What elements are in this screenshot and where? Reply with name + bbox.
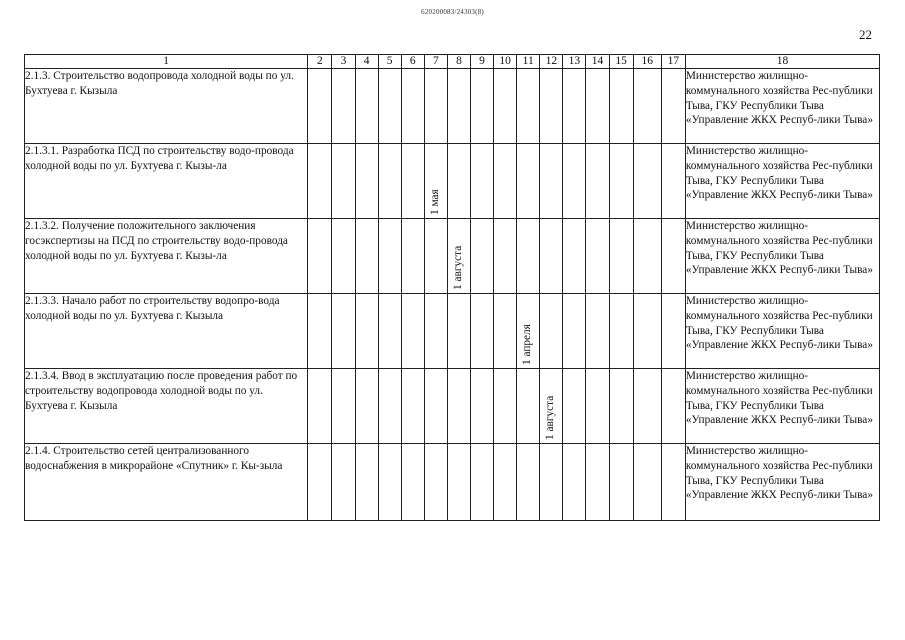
column-header-10: 10 xyxy=(494,55,517,69)
period-cell xyxy=(661,219,685,294)
period-cell xyxy=(661,294,685,369)
column-header-8: 8 xyxy=(447,55,470,69)
responsible-cell: Министерство жилищно-коммунального хозяйства Рес-публики Тыва, ГКУ Республики Тыва «Управление ЖКХ Респуб-лики Тыва» xyxy=(685,369,879,444)
period-cell xyxy=(332,219,355,294)
header-row xyxy=(25,55,880,69)
period-cell xyxy=(378,69,401,144)
period-cell xyxy=(494,369,517,444)
task-cell: 2.1.3.3. Начало работ по строительству водопро-вода холодной воды по ул. Бухтуева г. Кызыла xyxy=(25,294,308,369)
period-cell xyxy=(517,444,540,521)
period-cell xyxy=(355,444,378,521)
period-cell xyxy=(401,144,424,219)
period-cell xyxy=(378,294,401,369)
period-cell xyxy=(401,219,424,294)
period-cell xyxy=(540,219,563,294)
column-header-14: 14 xyxy=(586,55,609,69)
period-cell xyxy=(424,444,447,521)
column-header-2: 2 xyxy=(308,55,332,69)
table-row xyxy=(25,369,880,444)
period-cell xyxy=(540,369,563,444)
responsible-cell: Министерство жилищно-коммунального хозяйства Рес-публики Тыва, ГКУ Республики Тыва «Управление ЖКХ Респуб-лики Тыва» xyxy=(685,219,879,294)
period-cell xyxy=(609,294,633,369)
period-cell xyxy=(494,144,517,219)
period-cell xyxy=(401,444,424,521)
task-cell: 2.1.3.1. Разработка ПСД по строительству водо-провода холодной воды по ул. Бухтуева г. Кызы-ла xyxy=(25,144,308,219)
deadline-mark: 1 мая xyxy=(428,189,441,215)
document-code: 620200083/24303(8) xyxy=(421,8,484,16)
period-cell xyxy=(494,444,517,521)
period-cell xyxy=(609,144,633,219)
table-row xyxy=(25,144,880,219)
period-cell xyxy=(540,444,563,521)
period-cell xyxy=(540,69,563,144)
period-cell xyxy=(378,219,401,294)
period-cell xyxy=(586,444,609,521)
column-header-11: 11 xyxy=(517,55,540,69)
period-cell xyxy=(447,369,470,444)
task-cell: 2.1.3.4. Ввод в эксплуатацию после проведения работ по строительству водопровода холодной воды по ул. Бухтуева г. Кызыла xyxy=(25,369,308,444)
period-cell xyxy=(517,69,540,144)
period-cell xyxy=(540,294,563,369)
period-cell xyxy=(332,369,355,444)
period-cell xyxy=(424,294,447,369)
responsible-cell: Министерство жилищно-коммунального хозяйства Рес-публики Тыва, ГКУ Республики Тыва «Управление ЖКХ Респуб-лики Тыва» xyxy=(685,444,879,521)
column-header-1: 1 xyxy=(25,55,308,69)
column-header-5: 5 xyxy=(378,55,401,69)
period-cell xyxy=(661,369,685,444)
period-cell xyxy=(447,294,470,369)
period-cell xyxy=(609,444,633,521)
period-cell xyxy=(401,294,424,369)
task-cell: 2.1.3. Строительство водопровода холодной воды по ул. Бухтуева г. Кызыла xyxy=(25,69,308,144)
period-cell xyxy=(308,369,332,444)
period-cell xyxy=(633,69,661,144)
responsible-cell: Министерство жилищно-коммунального хозяйства Рес-публики Тыва, ГКУ Республики Тыва «Управление ЖКХ Респуб-лики Тыва» xyxy=(685,69,879,144)
period-cell xyxy=(470,294,493,369)
period-cell xyxy=(424,69,447,144)
period-cell xyxy=(447,444,470,521)
period-cell xyxy=(470,144,493,219)
period-cell xyxy=(424,219,447,294)
period-cell xyxy=(586,294,609,369)
period-cell xyxy=(355,69,378,144)
period-cell xyxy=(517,144,540,219)
period-cell xyxy=(494,219,517,294)
period-cell xyxy=(378,444,401,521)
deadline-mark: 1 августа xyxy=(451,245,464,290)
task-cell: 2.1.3.2. Получение положительного заключения госэкспертизы на ПСД по строительству водо-провода холодной воды по ул. Бухтуева г. Кызы-ла xyxy=(25,219,308,294)
deadline-mark: 1 апреля xyxy=(521,324,534,365)
table-row xyxy=(25,444,880,521)
period-cell xyxy=(563,144,586,219)
column-header-17: 17 xyxy=(661,55,685,69)
period-cell xyxy=(355,294,378,369)
period-cell xyxy=(355,219,378,294)
period-cell xyxy=(633,219,661,294)
column-header-9: 9 xyxy=(470,55,493,69)
column-header-7: 7 xyxy=(424,55,447,69)
period-cell xyxy=(609,369,633,444)
column-header-12: 12 xyxy=(540,55,563,69)
schedule-table xyxy=(24,54,880,521)
period-cell xyxy=(447,69,470,144)
period-cell xyxy=(517,369,540,444)
period-cell xyxy=(447,219,470,294)
period-cell xyxy=(424,369,447,444)
period-cell xyxy=(661,444,685,521)
period-cell xyxy=(633,369,661,444)
period-cell xyxy=(586,219,609,294)
period-cell xyxy=(586,369,609,444)
period-cell xyxy=(424,144,447,219)
period-cell xyxy=(494,69,517,144)
table-body xyxy=(25,69,880,521)
table-row xyxy=(25,294,880,369)
column-header-16: 16 xyxy=(633,55,661,69)
period-cell xyxy=(470,369,493,444)
responsible-cell: Министерство жилищно-коммунального хозяйства Рес-публики Тыва, ГКУ Республики Тыва «Управление ЖКХ Респуб-лики Тыва» xyxy=(685,144,879,219)
period-cell xyxy=(332,294,355,369)
period-cell xyxy=(633,144,661,219)
column-header-4: 4 xyxy=(355,55,378,69)
period-cell xyxy=(308,444,332,521)
period-cell xyxy=(563,69,586,144)
period-cell xyxy=(563,219,586,294)
period-cell xyxy=(401,369,424,444)
period-cell xyxy=(563,444,586,521)
column-header-15: 15 xyxy=(609,55,633,69)
period-cell xyxy=(586,144,609,219)
period-cell xyxy=(586,69,609,144)
period-cell xyxy=(633,444,661,521)
period-cell xyxy=(308,219,332,294)
period-cell xyxy=(470,219,493,294)
period-cell xyxy=(332,144,355,219)
period-cell xyxy=(308,144,332,219)
period-cell xyxy=(661,69,685,144)
period-cell xyxy=(494,294,517,369)
responsible-cell: Министерство жилищно-коммунального хозяйства Рес-публики Тыва, ГКУ Республики Тыва «Управление ЖКХ Респуб-лики Тыва» xyxy=(685,294,879,369)
period-cell xyxy=(355,144,378,219)
column-header-6: 6 xyxy=(401,55,424,69)
period-cell xyxy=(609,219,633,294)
period-cell xyxy=(308,69,332,144)
period-cell xyxy=(540,144,563,219)
period-cell xyxy=(563,294,586,369)
period-cell xyxy=(633,294,661,369)
period-cell xyxy=(308,294,332,369)
period-cell xyxy=(563,369,586,444)
period-cell xyxy=(470,444,493,521)
period-cell xyxy=(378,144,401,219)
period-cell xyxy=(332,69,355,144)
column-header-3: 3 xyxy=(332,55,355,69)
period-cell xyxy=(332,444,355,521)
table-row xyxy=(25,219,880,294)
period-cell xyxy=(355,369,378,444)
period-cell xyxy=(447,144,470,219)
task-cell: 2.1.4. Строительство сетей централизованного водоснабжения в микрорайоне «Спутник» г. Кы-зыла xyxy=(25,444,308,521)
page-number: 22 xyxy=(859,27,872,42)
column-header-18: 18 xyxy=(685,55,879,69)
table-row xyxy=(25,69,880,144)
period-cell xyxy=(378,369,401,444)
period-cell xyxy=(609,69,633,144)
deadline-mark: 1 августа xyxy=(544,395,557,440)
period-cell xyxy=(470,69,493,144)
period-cell xyxy=(661,144,685,219)
period-cell xyxy=(401,69,424,144)
period-cell xyxy=(517,294,540,369)
column-header-13: 13 xyxy=(563,55,586,69)
period-cell xyxy=(517,219,540,294)
